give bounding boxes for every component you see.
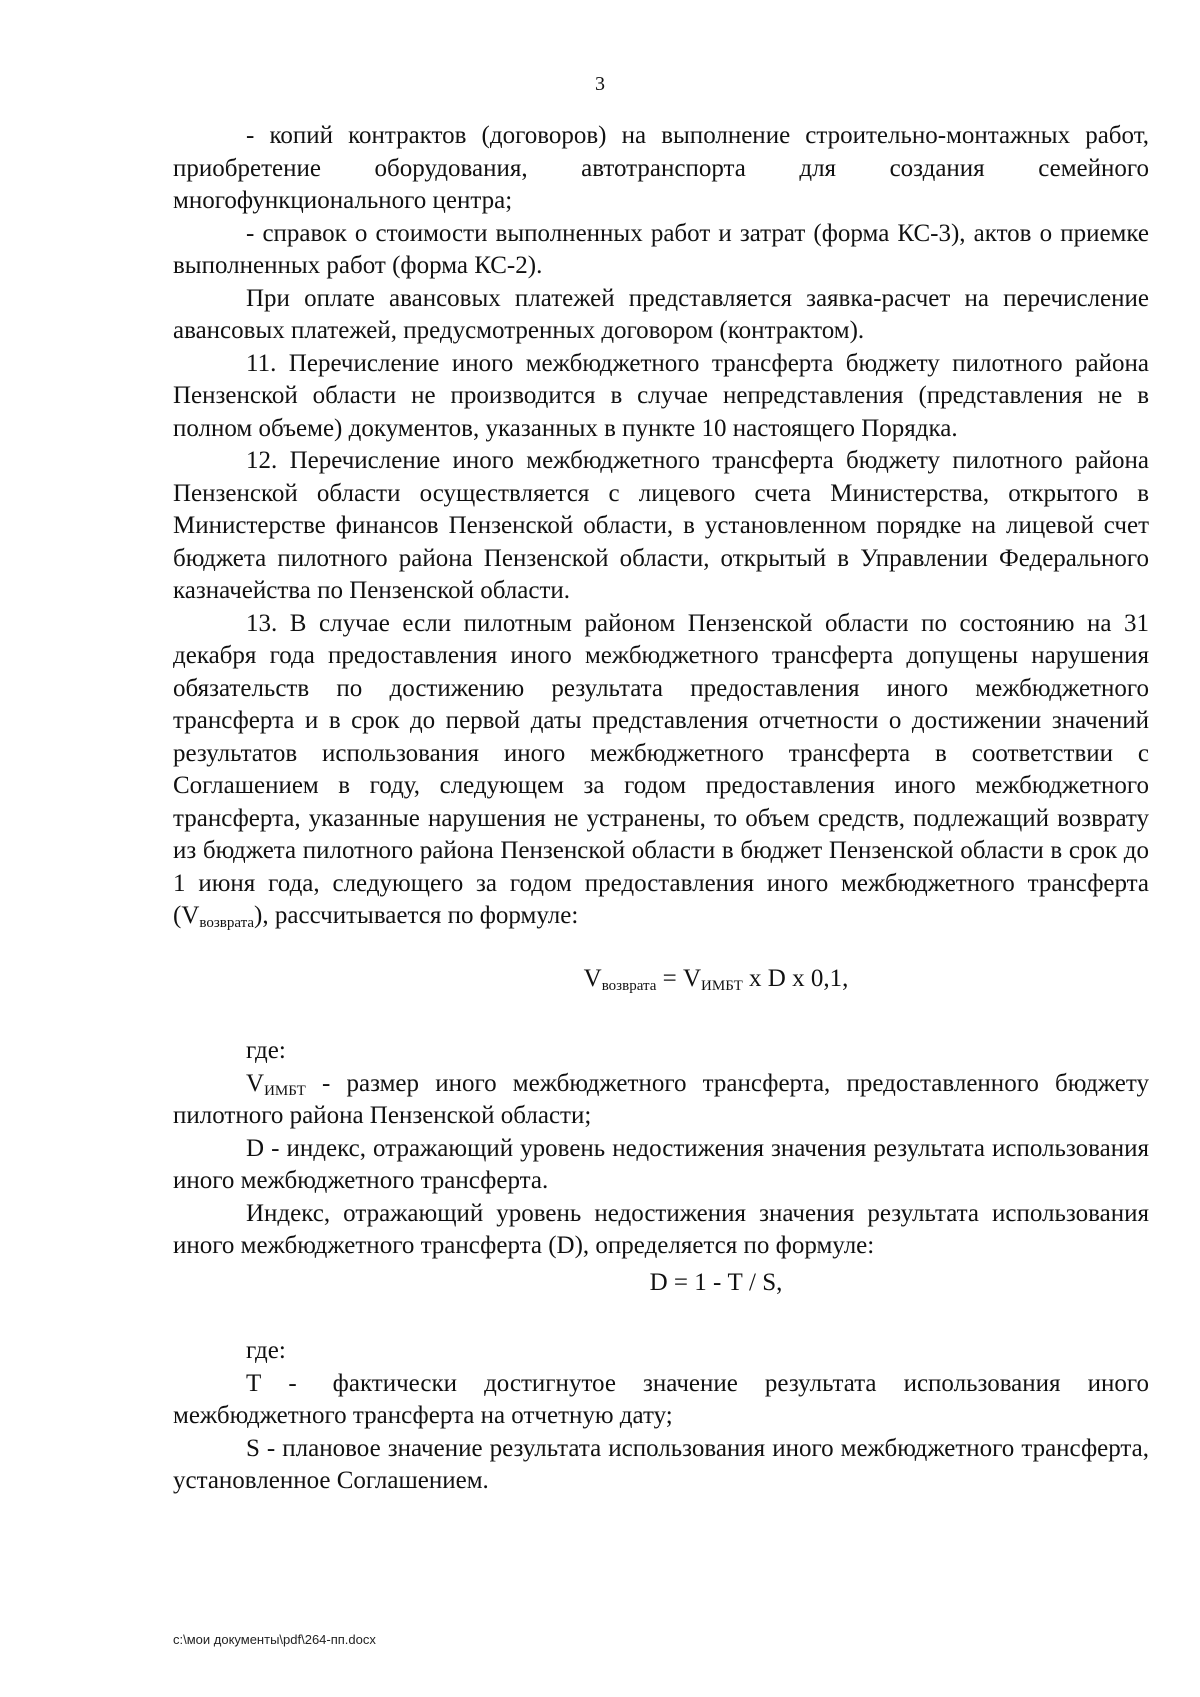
formula-equals: = [656, 964, 683, 992]
formula-return-volume [173, 963, 1149, 996]
formula-rhs-var: V [682, 964, 702, 992]
item-13-text: 13. В случае если пилотным районом Пензенской области по состоянию на 31 декабря года предоставления иного межбюджетного трансферта допущены нарушения обязательств по достижению результата предоставления иного межбюджетного трансферта и в срок до первой даты представления отчетности о достижении значений результатов использования иного межбюджетного трансферта в соответствии с Соглашением в году, следующем за годом предоставления иного межбюджетного трансферта, указанные нарушения не устранены, то объем средств, подлежащий возврату из бюджета пилотного района Пензенской области в бюджет Пензенской области в срок до 1 июня года, следующего за годом предоставления иного межбюджетного трансферта ( [173, 609, 1149, 929]
page-number: 3 [595, 73, 605, 95]
where-label-2: где: [246, 1337, 286, 1364]
formula-index-d: D = 1 - Т / S, [649, 1268, 783, 1296]
where-label-1: где: [246, 1037, 286, 1064]
paragraph-contract-copies: - копий контрактов (договоров) на выполнение строительно-монтажных работ, приобретение оборудования, автотранспорта для создания семейного многофункционального центра; [173, 122, 1149, 214]
paragraph-advance-payments: При оплате авансовых платежей представляется заявка-расчет на перечисление авансовых платежей, предусмотренных договором (контрактом). [173, 284, 1149, 344]
paragraph-item-11: 11. Перечисление иного межбюджетного трансферта бюджету пилотного района Пензенской области не производится в случае непредставления (представления не в полном объеме) документов, указанных в пункте 10 настоящего Порядка. [173, 349, 1149, 442]
def-t-text: фактически достигнутое значение результата использования иного межбюджетного трансферта на отчетную дату; [173, 1369, 1149, 1429]
formula-lhs-var: V [583, 964, 602, 992]
paragraph-item-12: 12. Перечисление иного межбюджетного трансферта бюджету пилотного района Пензенской области осуществляется с лицевого счета Министерства, открытого в Министерстве финансов Пензенской области, в установленном порядке на лицевой счет бюджета пилотного района Пензенской области, открытый в Управлении Федерального казначейства по Пензенской области. [173, 447, 1149, 604]
item-13-text-end: ), рассчитывается по формуле: [254, 902, 579, 929]
formula-lhs-subscript: возврата [601, 977, 657, 994]
formula-rhs-subscript: ИМБТ [701, 977, 743, 994]
definition-v-imbt [173, 1068, 1149, 1133]
item-13-variable: V [181, 902, 200, 929]
file-path-footer: c:\мои документы\pdf\264-пп.docx [173, 1632, 376, 1647]
def-v-subscript: ИМБТ [264, 1082, 306, 1099]
def-v-var: V [246, 1069, 265, 1097]
document-body [173, 120, 1149, 1498]
formula-rhs-rest: x D x 0,1, [742, 964, 849, 992]
item-13-variable-subscript: возврата [199, 915, 255, 931]
definition-t [173, 1368, 1149, 1433]
paragraph-cost-certificates: - справок о стоимости выполненных работ и затрат (форма КС-3), актов о приемке выполненных работ (форма КС-2). [173, 219, 1149, 279]
paragraph-index-definition: Индекс, отражающий уровень недостижения значения результата использования иного межбюджетного трансферта (D), определяется по формуле: [173, 1199, 1149, 1259]
def-t-label: Т - [246, 1369, 297, 1397]
def-v-text: - размер иного межбюджетного трансферта, предоставленного бюджету пилотного района Пензенской области; [173, 1069, 1149, 1129]
definition-d: D - индекс, отражающий уровень недостижения значения результата использования иного межбюджетного трансферта. [173, 1134, 1149, 1194]
paragraph-item-13 [173, 608, 1149, 933]
definition-s: S - плановое значение результата использования иного межбюджетного трансферта, установленное Соглашением. [173, 1434, 1149, 1494]
